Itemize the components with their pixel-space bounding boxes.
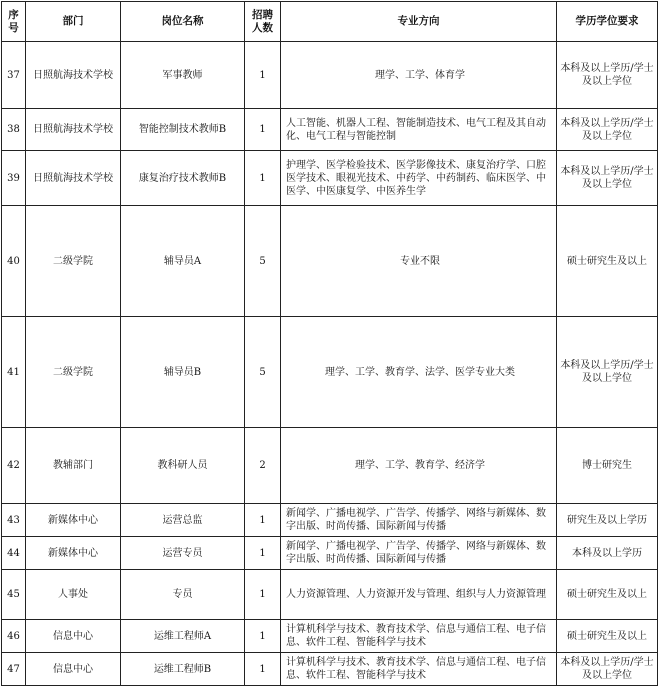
cell-seq: 43 [2, 504, 26, 537]
cell-major: 新闻学、广播电视学、广告学、传播学、网络与新媒体、数字出版、时尚传播、国际新闻与传播 [281, 504, 557, 537]
cell-seq: 39 [2, 151, 26, 206]
table-row [2, 109, 658, 151]
cell-position: 运维工程师A [121, 620, 245, 653]
cell-count: 2 [245, 428, 281, 504]
cell-dept: 信息中心 [26, 620, 121, 653]
table-row [2, 206, 658, 317]
cell-major: 人力资源管理、人力资源开发与管理、组织与人力资源管理 [281, 570, 557, 620]
cell-seq: 46 [2, 620, 26, 653]
cell-degree: 本科及以上学历/学士及以上学位 [557, 653, 658, 686]
cell-seq: 37 [2, 42, 26, 109]
cell-degree: 博士研究生 [557, 428, 658, 504]
cell-major: 护理学、医学检验技术、医学影像技术、康复治疗学、口腔医学技术、眼视光技术、中药学、中药制药、临床医学、中医学、中医康复学、中医养生学 [281, 151, 557, 206]
table-row [2, 151, 658, 206]
cell-dept: 新媒体中心 [26, 537, 121, 570]
cell-position: 智能控制技术教师B [121, 109, 245, 151]
table-row [2, 317, 658, 428]
cell-dept: 二级学院 [26, 206, 121, 317]
header-count: 招聘 人数 [245, 2, 281, 42]
cell-count: 5 [245, 317, 281, 428]
cell-count: 1 [245, 653, 281, 686]
cell-degree: 本科及以上学历/学士及以上学位 [557, 151, 658, 206]
cell-seq: 47 [2, 653, 26, 686]
cell-count: 1 [245, 537, 281, 570]
cell-major: 计算机科学与技术、教育技术学、信息与通信工程、电子信息、软件工程、智能科学与技术 [281, 653, 557, 686]
table-row [2, 620, 658, 653]
cell-position: 运营总监 [121, 504, 245, 537]
cell-position: 辅导员A [121, 206, 245, 317]
cell-dept: 信息中心 [26, 653, 121, 686]
cell-major: 理学、工学、教育学、法学、医学专业大类 [281, 317, 557, 428]
cell-position: 运维工程师B [121, 653, 245, 686]
cell-seq: 41 [2, 317, 26, 428]
cell-major: 专业不限 [281, 206, 557, 317]
table-row [2, 428, 658, 504]
cell-major: 新闻学、广播电视学、广告学、传播学、网络与新媒体、数字出版、时尚传播、国际新闻与传播 [281, 537, 557, 570]
cell-count: 1 [245, 504, 281, 537]
table-row [2, 42, 658, 109]
cell-seq: 42 [2, 428, 26, 504]
cell-count: 5 [245, 206, 281, 317]
cell-degree: 本科及以上学历 [557, 537, 658, 570]
cell-seq: 40 [2, 206, 26, 317]
cell-seq: 38 [2, 109, 26, 151]
cell-count: 1 [245, 42, 281, 109]
cell-major: 理学、工学、教育学、经济学 [281, 428, 557, 504]
recruitment-table [1, 1, 658, 686]
header-degree: 学历学位要求 [557, 2, 658, 42]
cell-seq: 45 [2, 570, 26, 620]
cell-count: 1 [245, 109, 281, 151]
cell-degree: 本科及以上学历/学士及以上学位 [557, 317, 658, 428]
cell-dept: 日照航海技术学校 [26, 109, 121, 151]
table-row [2, 653, 658, 686]
cell-major: 理学、工学、体育学 [281, 42, 557, 109]
header-seq: 序 号 [2, 2, 26, 42]
table-row [2, 504, 658, 537]
cell-position: 运营专员 [121, 537, 245, 570]
cell-count: 1 [245, 620, 281, 653]
table-row [2, 570, 658, 620]
cell-degree: 本科及以上学历/学士及以上学位 [557, 42, 658, 109]
table-row [2, 537, 658, 570]
header-position: 岗位名称 [121, 2, 245, 42]
cell-degree: 研究生及以上学历 [557, 504, 658, 537]
cell-degree: 硕士研究生及以上 [557, 206, 658, 317]
header-row [2, 2, 658, 42]
cell-degree: 硕士研究生及以上 [557, 570, 658, 620]
header-dept: 部门 [26, 2, 121, 42]
cell-degree: 硕士研究生及以上 [557, 620, 658, 653]
cell-position: 教科研人员 [121, 428, 245, 504]
cell-position: 康复治疗技术教师B [121, 151, 245, 206]
cell-dept: 教辅部门 [26, 428, 121, 504]
cell-dept: 人事处 [26, 570, 121, 620]
cell-dept: 二级学院 [26, 317, 121, 428]
cell-degree: 本科及以上学历/学士及以上学位 [557, 109, 658, 151]
cell-count: 1 [245, 570, 281, 620]
cell-dept: 新媒体中心 [26, 504, 121, 537]
cell-major: 计算机科学与技术、教育技术学、信息与通信工程、电子信息、软件工程、智能科学与技术 [281, 620, 557, 653]
cell-major: 人工智能、机器人工程、智能制造技术、电气工程及其自动化、电气工程与智能控制 [281, 109, 557, 151]
cell-position: 军事教师 [121, 42, 245, 109]
cell-dept: 日照航海技术学校 [26, 42, 121, 109]
header-major: 专业方向 [281, 2, 557, 42]
cell-dept: 日照航海技术学校 [26, 151, 121, 206]
cell-position: 专员 [121, 570, 245, 620]
cell-seq: 44 [2, 537, 26, 570]
cell-count: 1 [245, 151, 281, 206]
cell-position: 辅导员B [121, 317, 245, 428]
